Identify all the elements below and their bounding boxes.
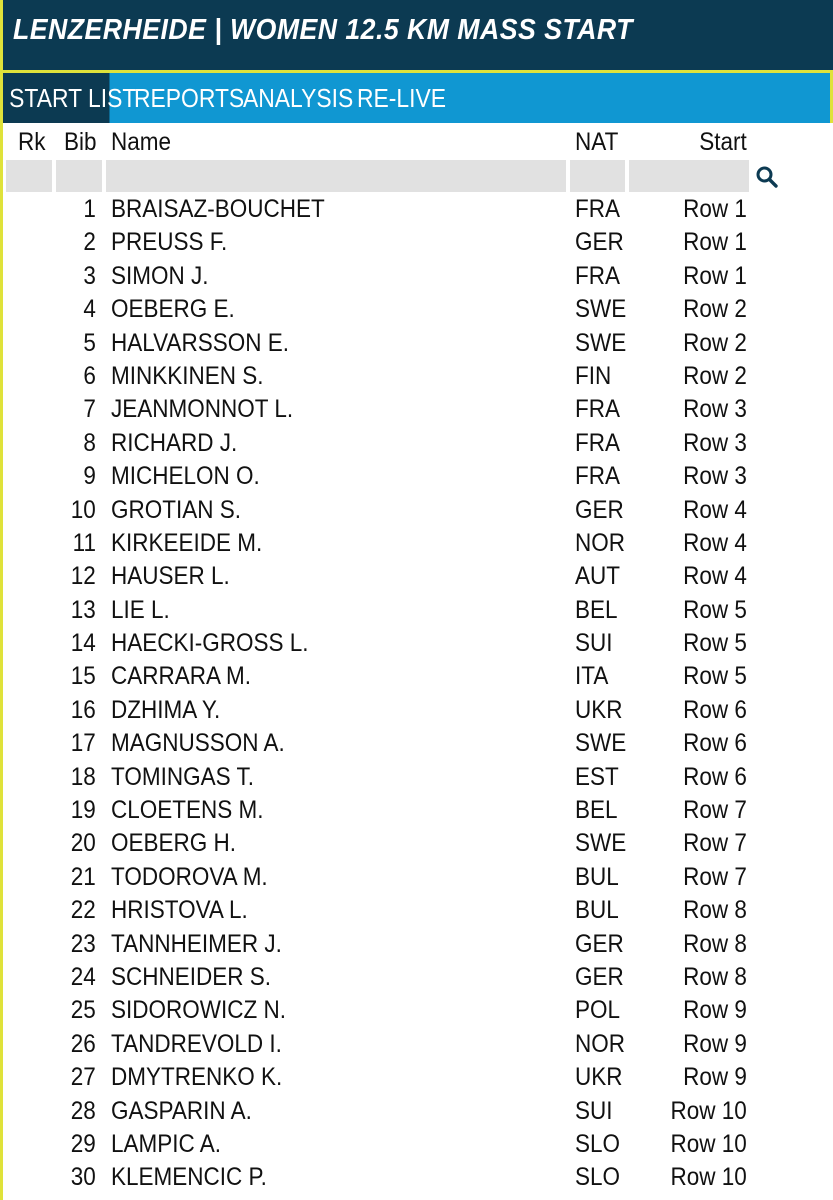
start-cell: Row 7: [683, 796, 747, 825]
name-cell: SCHNEIDER S.: [111, 962, 272, 991]
tab-bar: [3, 73, 833, 123]
tab-start-list[interactable]: START LIST: [3, 73, 109, 123]
nat-cell: POL: [575, 996, 621, 1025]
name-cell: MINKKINEN S.: [111, 361, 264, 390]
start-cell: Row 5: [683, 629, 747, 658]
table-row[interactable]: [3, 1095, 833, 1128]
table-row[interactable]: [3, 994, 833, 1027]
bib-cell: 26: [70, 1029, 96, 1058]
start-cell: Row 8: [683, 962, 747, 991]
nat-cell: GER: [575, 495, 624, 524]
nat-cell: FIN: [575, 361, 612, 390]
bib-cell: 16: [70, 695, 96, 724]
name-cell: TOMINGAS T.: [111, 762, 254, 791]
nat-cell: BUL: [575, 862, 619, 891]
search-button[interactable]: [752, 160, 782, 192]
bib-cell: 5: [83, 328, 96, 357]
table-row[interactable]: [3, 360, 833, 393]
start-cell: Row 1: [683, 195, 747, 223]
table-row[interactable]: [3, 894, 833, 927]
name-cell: MAGNUSSON A.: [111, 729, 285, 758]
name-cell: GROTIAN S.: [111, 495, 242, 524]
nat-cell: GER: [575, 962, 624, 991]
bib-cell: 4: [83, 295, 96, 324]
nat-cell: FRA: [575, 261, 620, 290]
start-cell: Row 2: [683, 295, 747, 324]
start-cell: Row 4: [683, 495, 747, 524]
bib-cell: 30: [70, 1163, 96, 1192]
start-cell: Row 4: [683, 562, 747, 591]
nat-cell: SLO: [575, 1129, 621, 1158]
table-row[interactable]: [3, 727, 833, 760]
tab-reports[interactable]: REPORTS: [134, 83, 245, 113]
name-cell: LAMPIC A.: [111, 1129, 222, 1158]
start-cell: Row 1: [683, 261, 747, 290]
start-cell: Row 10: [670, 1129, 747, 1158]
nat-cell: SUI: [575, 1096, 613, 1125]
filter-rk-input[interactable]: [6, 160, 52, 192]
table-row[interactable]: [3, 1161, 833, 1194]
bib-cell: 27: [70, 1063, 96, 1092]
start-cell: Row 2: [683, 361, 747, 390]
name-cell: JEANMONNOT L.: [111, 395, 294, 424]
start-cell: Row 3: [683, 428, 747, 457]
start-cell: Row 9: [683, 1063, 747, 1092]
nat-cell: FRA: [575, 428, 620, 457]
name-cell: HRISTOVA L.: [111, 896, 248, 925]
nat-cell: SWE: [575, 829, 627, 858]
name-cell: PREUSS F.: [111, 228, 228, 257]
table-row[interactable]: [3, 560, 833, 593]
name-cell: HALVARSSON E.: [111, 328, 289, 357]
table-row[interactable]: [3, 694, 833, 727]
page-title: LENZERHEIDE | WOMEN 12.5 KM MASS START: [13, 14, 633, 46]
table-row[interactable]: [3, 794, 833, 827]
start-cell: Row 9: [683, 1029, 747, 1058]
table-row[interactable]: [3, 494, 833, 527]
name-cell: TODOROVA M.: [111, 862, 268, 891]
nat-cell: AUT: [575, 562, 620, 591]
nat-cell: GER: [575, 228, 624, 257]
start-cell: Row 2: [683, 328, 747, 357]
tab-re-live[interactable]: RE-LIVE: [357, 83, 447, 113]
filter-nat-input[interactable]: [570, 160, 625, 192]
bib-cell: 12: [70, 562, 96, 591]
nat-cell: SWE: [575, 729, 627, 758]
table-row[interactable]: [3, 1128, 833, 1161]
name-cell: DZHIMA Y.: [111, 695, 221, 724]
nat-cell: GER: [575, 929, 624, 958]
name-cell: LIE L.: [111, 595, 170, 624]
table-row[interactable]: [3, 861, 833, 894]
start-cell: Row 5: [683, 595, 747, 624]
nat-cell: SWE: [575, 328, 627, 357]
bib-cell: 23: [70, 929, 96, 958]
bib-cell: 21: [70, 862, 96, 891]
bib-cell: 11: [72, 528, 96, 557]
name-cell: OEBERG E.: [111, 295, 235, 324]
bib-cell: 24: [70, 962, 96, 991]
name-cell: GASPARIN A.: [111, 1096, 252, 1125]
table-row[interactable]: [3, 594, 833, 627]
column-header-nat[interactable]: NAT: [575, 128, 619, 156]
bib-cell: 13: [70, 595, 96, 624]
name-cell: RICHARD J.: [111, 428, 238, 457]
table-row[interactable]: [3, 961, 833, 994]
bib-cell: 9: [83, 462, 96, 491]
table-row[interactable]: [3, 260, 833, 293]
title-bar: [3, 0, 833, 73]
start-cell: Row 5: [683, 662, 747, 691]
name-cell: MICHELON O.: [111, 462, 260, 491]
nat-cell: NOR: [575, 528, 626, 557]
name-cell: TANNHEIMER J.: [111, 929, 282, 958]
nat-cell: SWE: [575, 295, 627, 324]
name-cell: HAECKI-GROSS L.: [111, 629, 309, 658]
bib-cell: 28: [70, 1096, 96, 1125]
bib-cell: 3: [83, 261, 96, 290]
nat-cell: SUI: [575, 629, 613, 658]
start-cell: Row 8: [683, 929, 747, 958]
bib-cell: 6: [83, 361, 96, 390]
column-header-start[interactable]: Start: [699, 128, 747, 156]
column-header-bib[interactable]: Bib: [64, 128, 97, 156]
name-cell: TANDREVOLD I.: [111, 1029, 282, 1058]
filter-name-input[interactable]: [106, 160, 566, 192]
table-row[interactable]: [3, 1028, 833, 1061]
table-row[interactable]: [3, 827, 833, 860]
table-row[interactable]: [3, 226, 833, 259]
table-row[interactable]: [3, 193, 833, 226]
nat-cell: BUL: [575, 896, 619, 925]
bib-cell: 1: [83, 195, 96, 223]
nat-cell: BEL: [575, 595, 618, 624]
start-cell: Row 7: [683, 829, 747, 858]
nat-cell: SLO: [575, 1163, 621, 1192]
nat-cell: ITA: [575, 662, 609, 691]
nat-cell: NOR: [575, 1029, 626, 1058]
bib-cell: 18: [70, 762, 96, 791]
table-row[interactable]: [3, 1061, 833, 1094]
bib-cell: 8: [83, 428, 96, 457]
table-row[interactable]: [3, 393, 833, 426]
bib-cell: 20: [70, 829, 96, 858]
table-row[interactable]: [3, 427, 833, 460]
nat-cell: BEL: [575, 796, 618, 825]
name-cell: KIRKEEIDE M.: [111, 528, 263, 557]
column-header-rk[interactable]: Rk: [18, 128, 46, 156]
name-cell: SIMON J.: [111, 261, 209, 290]
nat-cell: FRA: [575, 195, 620, 223]
filter-start-input[interactable]: [629, 160, 749, 192]
name-cell: DMYTRENKO K.: [111, 1063, 283, 1092]
bib-cell: 17: [70, 729, 96, 758]
start-cell: Row 6: [683, 695, 747, 724]
table-row[interactable]: [3, 928, 833, 961]
start-cell: Row 9: [683, 996, 747, 1025]
column-header-name[interactable]: Name: [111, 128, 172, 156]
bib-cell: 25: [70, 996, 96, 1025]
name-cell: KLEMENCIC P.: [111, 1163, 267, 1192]
bib-cell: 2: [83, 228, 96, 257]
name-cell: BRAISAZ-BOUCHET: [111, 195, 325, 223]
bib-cell: 19: [70, 796, 96, 825]
name-cell: CARRARA M.: [111, 662, 252, 691]
start-cell: Row 3: [683, 395, 747, 424]
start-cell: Row 3: [683, 462, 747, 491]
nat-cell: EST: [575, 762, 619, 791]
start-cell: Row 10: [670, 1163, 747, 1192]
start-cell: Row 10: [670, 1096, 747, 1125]
name-cell: HAUSER L.: [111, 562, 230, 591]
nat-cell: UKR: [575, 1063, 623, 1092]
start-list-table: [3, 193, 833, 1195]
nat-cell: FRA: [575, 395, 620, 424]
name-cell: CLOETENS M.: [111, 796, 264, 825]
table-row[interactable]: [3, 460, 833, 493]
table-row[interactable]: [3, 761, 833, 794]
table-row[interactable]: [3, 527, 833, 560]
bib-cell: 15: [70, 662, 96, 691]
start-cell: Row 1: [683, 228, 747, 257]
start-cell: Row 4: [683, 528, 747, 557]
nat-cell: FRA: [575, 462, 620, 491]
search-icon: [755, 165, 779, 189]
bib-cell: 10: [70, 495, 96, 524]
name-cell: SIDOROWICZ N.: [111, 996, 286, 1025]
nat-cell: UKR: [575, 695, 623, 724]
table-row[interactable]: [3, 327, 833, 360]
bib-cell: 7: [83, 395, 96, 424]
table-row[interactable]: [3, 660, 833, 693]
tab-analysis[interactable]: ANALYSIS: [243, 83, 354, 113]
start-cell: Row 8: [683, 896, 747, 925]
table-row[interactable]: [3, 293, 833, 326]
name-cell: OEBERG H.: [111, 829, 237, 858]
filter-bib-input[interactable]: [56, 160, 102, 192]
bib-cell: 14: [70, 629, 96, 658]
start-cell: Row 6: [683, 762, 747, 791]
start-cell: Row 6: [683, 729, 747, 758]
bib-cell: 29: [70, 1129, 96, 1158]
bib-cell: 22: [70, 896, 96, 925]
start-cell: Row 7: [683, 862, 747, 891]
table-row[interactable]: [3, 627, 833, 660]
